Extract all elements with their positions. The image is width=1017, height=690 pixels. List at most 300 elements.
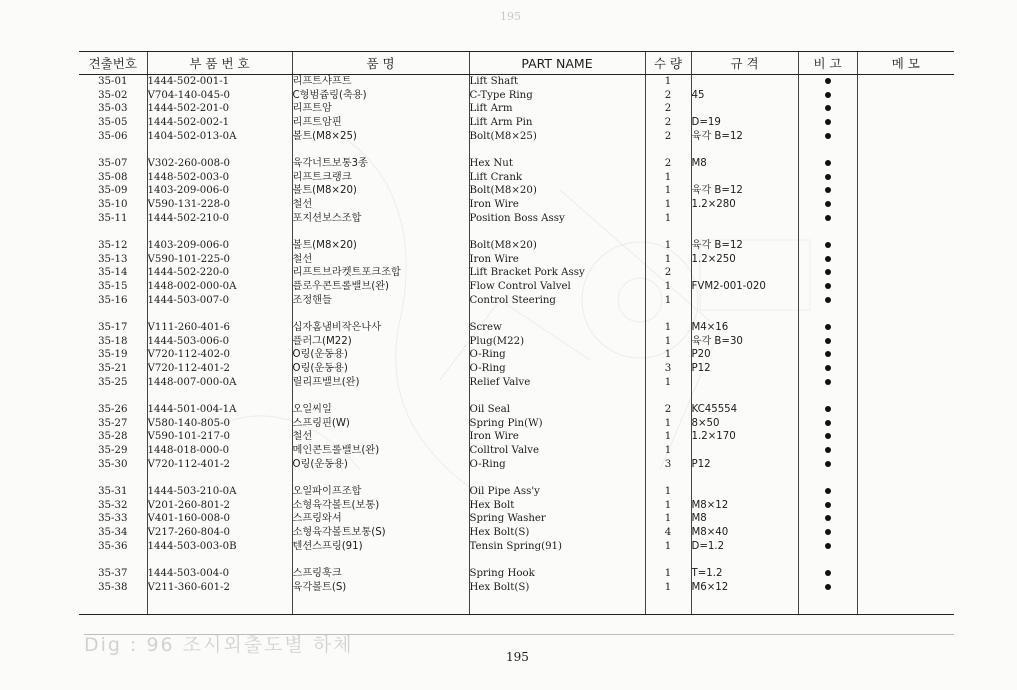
bullet-dot-icon [825, 338, 831, 344]
memo-cell [857, 485, 954, 499]
spec [691, 485, 798, 499]
korean-name: 오일파이프조합 [292, 485, 469, 499]
part-number: 1444-502-201-0 [147, 102, 292, 116]
spec [691, 212, 798, 226]
item-number: 35-26 [98, 404, 128, 416]
memo-cell [857, 184, 954, 198]
korean-name: 플러그(M22) [292, 335, 469, 349]
korean-name: 볼트(M8×25) [292, 130, 469, 144]
part-number: V720-112-402-0 [147, 348, 292, 362]
spacer-cell [857, 553, 954, 567]
part-name: Hex Bolt [469, 499, 645, 513]
table-row [79, 430, 954, 444]
item-number: 35-19 [98, 349, 128, 361]
closing-cell [469, 594, 645, 615]
part-number: 1448-502-003-0 [147, 171, 292, 185]
part-name: C-Type Ring [469, 89, 645, 103]
spacer-cell [469, 225, 645, 239]
note-cell [798, 239, 857, 253]
spacer-cell [292, 471, 469, 485]
bullet-dot-icon [825, 488, 831, 494]
header-note: 비 고 [798, 52, 857, 75]
spacer-cell [691, 143, 798, 157]
memo-cell [857, 540, 954, 554]
memo-cell [857, 512, 954, 526]
part-name: Spring Washer [469, 512, 645, 526]
korean-name: 십자홈냄비작은나사 [292, 321, 469, 335]
quantity: 1 [645, 253, 691, 267]
spacer-cell [857, 225, 954, 239]
note-cell [798, 526, 857, 540]
part-number: 1448-007-000-0A [147, 376, 292, 390]
item-number: 35-14 [98, 267, 128, 279]
closing-cell [857, 594, 954, 615]
note-cell [798, 253, 857, 267]
bullet-dot-icon [825, 119, 831, 125]
note-cell [798, 403, 857, 417]
spec: M8×12 [691, 499, 798, 513]
spec: 육각 B=12 [691, 239, 798, 253]
part-name: O-Ring [469, 458, 645, 472]
part-number: 1444-502-002-1 [147, 116, 292, 130]
korean-name: 스프링훅크 [292, 567, 469, 581]
note-cell [798, 348, 857, 362]
memo-cell [857, 362, 954, 376]
item-number: 35-15 [98, 281, 128, 293]
part-name: Bolt(M8×20) [469, 239, 645, 253]
group-spacer-row [79, 553, 954, 567]
bullet-dot-icon [825, 269, 831, 275]
bullet-dot-icon [825, 420, 831, 426]
note-cell [798, 266, 857, 280]
spec [691, 266, 798, 280]
korean-name: 오일씨일 [292, 403, 469, 417]
table-row [79, 458, 954, 472]
part-name: Hex Nut [469, 157, 645, 171]
quantity: 2 [645, 157, 691, 171]
part-number: 1444-503-210-0A [147, 485, 292, 499]
table-row [79, 198, 954, 212]
quantity: 1 [645, 335, 691, 349]
item-number: 35-16 [98, 294, 128, 306]
korean-name: 리프트크랭크 [292, 171, 469, 185]
spacer-cell [147, 307, 292, 321]
part-number: V111-260-401-6 [147, 321, 292, 335]
table-row [79, 102, 954, 116]
korean-name: 철선 [292, 198, 469, 212]
spacer-cell [645, 553, 691, 567]
spacer-cell [79, 225, 147, 239]
note-cell [798, 116, 857, 130]
top-page-number: 195 [500, 10, 521, 23]
part-name: Spring Hook [469, 567, 645, 581]
quantity: 1 [645, 444, 691, 458]
bullet-dot-icon [825, 160, 831, 166]
part-number: 1444-503-006-0 [147, 335, 292, 349]
quantity: 2 [645, 266, 691, 280]
closing-cell [645, 594, 691, 615]
table-row [79, 212, 954, 226]
memo-cell [857, 171, 954, 185]
quantity: 1 [645, 512, 691, 526]
korean-name: O링(운동용) [292, 348, 469, 362]
spec: 45 [691, 89, 798, 103]
table-row [79, 294, 954, 308]
memo-cell [857, 239, 954, 253]
closing-cell [798, 594, 857, 615]
note-cell [798, 430, 857, 444]
spacer-cell [79, 389, 147, 403]
table-row [79, 335, 954, 349]
spacer-cell [147, 143, 292, 157]
table-row [79, 376, 954, 390]
table-row [79, 526, 954, 540]
table-row [79, 266, 954, 280]
korean-name: 조정핸들 [292, 294, 469, 308]
spacer-cell [469, 553, 645, 567]
quantity: 2 [645, 89, 691, 103]
spec [691, 376, 798, 390]
quantity: 2 [645, 130, 691, 144]
korean-name: 볼트(M8×20) [292, 239, 469, 253]
item-number: 35-25 [98, 376, 128, 388]
memo-cell [857, 321, 954, 335]
spacer-cell [857, 307, 954, 321]
bullet-dot-icon [825, 201, 831, 207]
memo-cell [857, 430, 954, 444]
memo-cell [857, 198, 954, 212]
header-memo: 메 모 [857, 52, 954, 75]
memo-cell [857, 417, 954, 431]
spec: 1.2×250 [691, 253, 798, 267]
group-spacer-row [79, 307, 954, 321]
item-number: 35-32 [98, 499, 128, 511]
table-row [79, 280, 954, 294]
part-number: 1444-501-004-1A [147, 403, 292, 417]
quantity: 1 [645, 212, 691, 226]
memo-cell [857, 348, 954, 362]
quantity: 1 [645, 321, 691, 335]
memo-cell [857, 266, 954, 280]
note-cell [798, 130, 857, 144]
spacer-cell [798, 225, 857, 239]
spec: 육각 B=12 [691, 130, 798, 144]
table-row [79, 348, 954, 362]
bullet-dot-icon [825, 584, 831, 590]
item-number: 35-10 [98, 199, 128, 211]
bullet-dot-icon [825, 297, 831, 303]
table-row [79, 171, 954, 185]
korean-name: 리프트암핀 [292, 116, 469, 130]
item-number: 35-07 [98, 158, 128, 170]
spec: P12 [691, 458, 798, 472]
spacer-cell [79, 143, 147, 157]
part-name: Iron Wire [469, 430, 645, 444]
spec [691, 171, 798, 185]
spacer-cell [857, 471, 954, 485]
part-name: Oil Pipe Ass'y [469, 485, 645, 499]
quantity: 1 [645, 499, 691, 513]
footer-ghost-text: Dig : 96 조시외출도별 하체 [84, 634, 354, 656]
part-number: 1444-503-003-0B [147, 540, 292, 554]
korean-name: 리프트브라켓트포크조합 [292, 266, 469, 280]
spec: P12 [691, 362, 798, 376]
memo-cell [857, 212, 954, 226]
item-number: 35-27 [98, 417, 128, 429]
note-cell [798, 171, 857, 185]
note-cell [798, 294, 857, 308]
spacer-cell [292, 143, 469, 157]
bullet-dot-icon [825, 283, 831, 289]
item-number: 35-06 [98, 130, 128, 142]
note-cell [798, 458, 857, 472]
spec: FVM2-001-020 [691, 280, 798, 294]
korean-name: 텐션스프링(91) [292, 540, 469, 554]
memo-cell [857, 581, 954, 595]
part-number: 1403-209-006-0 [147, 239, 292, 253]
item-number: 35-21 [98, 363, 128, 375]
item-number: 35-05 [98, 117, 128, 129]
quantity: 2 [645, 403, 691, 417]
spec: P20 [691, 348, 798, 362]
item-number: 35-38 [98, 581, 128, 593]
item-number: 35-34 [98, 527, 128, 539]
note-cell [798, 75, 857, 89]
item-number: 35-09 [98, 185, 128, 197]
part-name: Colltrol Valve [469, 444, 645, 458]
spacer-cell [798, 471, 857, 485]
part-name: Lift Shaft [469, 75, 645, 89]
part-name: Control Steering [469, 294, 645, 308]
part-name: Hex Bolt(S) [469, 581, 645, 595]
spacer-cell [645, 389, 691, 403]
quantity: 1 [645, 280, 691, 294]
note-cell [798, 362, 857, 376]
korean-name: 리프트암 [292, 102, 469, 116]
item-number: 35-13 [98, 253, 128, 265]
part-number: 1448-002-000-0A [147, 280, 292, 294]
table-row [79, 130, 954, 144]
page-number: 195 [506, 650, 529, 664]
part-number: V590-101-217-0 [147, 430, 292, 444]
quantity: 1 [645, 171, 691, 185]
parts-table-body [79, 75, 954, 615]
spacer-cell [469, 471, 645, 485]
part-number: 1404-502-013-0A [147, 130, 292, 144]
table-row [79, 540, 954, 554]
closing-cell [147, 594, 292, 615]
bullet-dot-icon [825, 351, 831, 357]
memo-cell [857, 567, 954, 581]
memo-cell [857, 102, 954, 116]
note-cell [798, 485, 857, 499]
part-name: O-Ring [469, 362, 645, 376]
part-name: Iron Wire [469, 253, 645, 267]
table-row [79, 485, 954, 499]
bullet-dot-icon [825, 92, 831, 98]
note-cell [798, 540, 857, 554]
bullet-dot-icon [825, 433, 831, 439]
quantity: 1 [645, 485, 691, 499]
bullet-dot-icon [825, 461, 831, 467]
bullet-dot-icon [825, 242, 831, 248]
item-number: 35-30 [98, 458, 128, 470]
note-cell [798, 198, 857, 212]
spacer-cell [147, 389, 292, 403]
korean-name: 철선 [292, 430, 469, 444]
quantity: 1 [645, 540, 691, 554]
spacer-cell [292, 389, 469, 403]
memo-cell [857, 280, 954, 294]
item-number: 35-37 [98, 568, 128, 580]
table-row [79, 239, 954, 253]
spec: 육각 B=12 [691, 184, 798, 198]
part-name: Position Boss Assy [469, 212, 645, 226]
memo-cell [857, 526, 954, 540]
part-number: V590-131-228-0 [147, 198, 292, 212]
memo-cell [857, 403, 954, 417]
group-spacer-row [79, 225, 954, 239]
korean-name: 스프링와셔 [292, 512, 469, 526]
item-number: 35-12 [98, 240, 128, 252]
spacer-cell [79, 471, 147, 485]
quantity: 2 [645, 102, 691, 116]
bullet-dot-icon [825, 529, 831, 535]
spec: T=1.2 [691, 567, 798, 581]
bullet-dot-icon [825, 133, 831, 139]
korean-name: 플로우콘트롤밸브(완) [292, 280, 469, 294]
note-cell [798, 376, 857, 390]
memo-cell [857, 294, 954, 308]
header-korean-name: 품 명 [292, 52, 469, 75]
note-cell [798, 157, 857, 171]
spacer-cell [292, 553, 469, 567]
table-row [79, 184, 954, 198]
part-number: V201-260-801-2 [147, 499, 292, 513]
memo-cell [857, 157, 954, 171]
item-number: 35-11 [98, 212, 128, 224]
part-name: Lift Arm Pin [469, 116, 645, 130]
spacer-cell [147, 225, 292, 239]
quantity: 1 [645, 430, 691, 444]
spacer-cell [691, 389, 798, 403]
bullet-dot-icon [825, 105, 831, 111]
spec: 육각 B=30 [691, 335, 798, 349]
memo-cell [857, 130, 954, 144]
part-number: V580-140-805-0 [147, 417, 292, 431]
note-cell [798, 335, 857, 349]
bullet-dot-icon [825, 570, 831, 576]
group-spacer-row [79, 471, 954, 485]
part-name: Relief Valve [469, 376, 645, 390]
closing-cell [691, 594, 798, 615]
memo-cell [857, 335, 954, 349]
part-number: V401-160-008-0 [147, 512, 292, 526]
bullet-dot-icon [825, 256, 831, 262]
table-row [79, 444, 954, 458]
bullet-dot-icon [825, 324, 831, 330]
memo-cell [857, 444, 954, 458]
bullet-dot-icon [825, 174, 831, 180]
note-cell [798, 567, 857, 581]
korean-name: 메인콘트롤밸브(완) [292, 444, 469, 458]
closing-cell [79, 594, 147, 615]
korean-name: 스프링핀(W) [292, 417, 469, 431]
part-number: V211-360-601-2 [147, 581, 292, 595]
part-number: V704-140-045-0 [147, 89, 292, 103]
korean-name: 소형육각볼트(보통) [292, 499, 469, 513]
group-spacer-row [79, 143, 954, 157]
note-cell [798, 444, 857, 458]
table-closing-row [79, 594, 954, 615]
spec: D=19 [691, 116, 798, 130]
korean-name: 소형육각볼트보통(S) [292, 526, 469, 540]
quantity: 3 [645, 458, 691, 472]
bullet-dot-icon [825, 543, 831, 549]
item-number: 35-29 [98, 445, 128, 457]
item-number: 35-36 [98, 540, 128, 552]
part-number: 1448-018-000-0 [147, 444, 292, 458]
quantity: 1 [645, 184, 691, 198]
part-name: Spring Pin(W) [469, 417, 645, 431]
part-name: Bolt(M8×20) [469, 184, 645, 198]
note-cell [798, 417, 857, 431]
spacer-cell [691, 225, 798, 239]
spec [691, 102, 798, 116]
part-name: Lift Arm [469, 102, 645, 116]
table-row [79, 499, 954, 513]
korean-name: 볼트(M8×20) [292, 184, 469, 198]
spec: M4×16 [691, 321, 798, 335]
part-number: 1403-209-006-0 [147, 184, 292, 198]
korean-name: O링(운동용) [292, 458, 469, 472]
quantity: 2 [645, 116, 691, 130]
memo-cell [857, 116, 954, 130]
spacer-cell [691, 553, 798, 567]
spacer-cell [798, 307, 857, 321]
part-number: 1444-502-210-0 [147, 212, 292, 226]
part-number: V720-112-401-2 [147, 362, 292, 376]
spacer-cell [798, 389, 857, 403]
table-row [79, 512, 954, 526]
part-name: Bolt(M8×25) [469, 130, 645, 144]
spacer-cell [147, 471, 292, 485]
table-row [79, 567, 954, 581]
part-name: Lift Bracket Pork Assy [469, 266, 645, 280]
table-row [79, 116, 954, 130]
memo-cell [857, 499, 954, 513]
note-cell [798, 499, 857, 513]
quantity: 1 [645, 348, 691, 362]
quantity: 3 [645, 362, 691, 376]
spec: 1.2×280 [691, 198, 798, 212]
header-no: 견출번호 [79, 52, 147, 75]
spacer-cell [469, 389, 645, 403]
note-cell [798, 184, 857, 198]
spec: KC45554 [691, 403, 798, 417]
memo-cell [857, 376, 954, 390]
spec: M8 [691, 157, 798, 171]
note-cell [798, 321, 857, 335]
bullet-dot-icon [825, 447, 831, 453]
korean-name: C형범쥼링(축용) [292, 89, 469, 103]
part-name: Plug(M22) [469, 335, 645, 349]
spacer-cell [469, 307, 645, 321]
item-number: 35-31 [98, 486, 128, 498]
spec: M6×12 [691, 581, 798, 595]
bullet-dot-icon [825, 502, 831, 508]
spacer-cell [645, 143, 691, 157]
